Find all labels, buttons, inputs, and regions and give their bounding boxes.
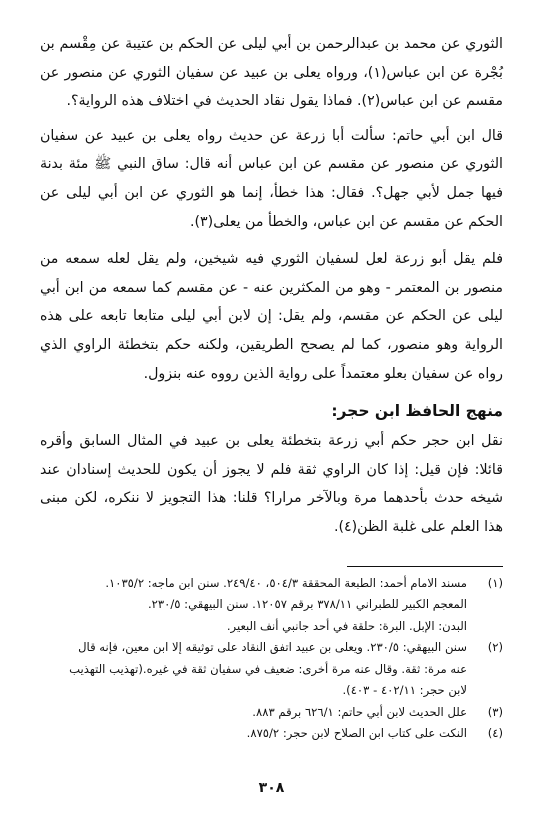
footnote-line: مسند الامام أحمد: الطبعة المحققة ٥٠٤/٣، ٢٤٩/٤٠. سنن ابن ماجه: ١٠٣٥/٢. <box>105 575 467 590</box>
body-paragraph-2: قال ابن أبي حاتم: سألت أبا زرعة عن حديث رواه يعلى بن عبيد عن سفيان الثوري عن منصور عن مقسم عن ابن عباس أنه قال: ساق النبي ﷺ مئة بدنة فيها جمل لأبي جهل؟. فقال: هذا خطأ، إنما هو الثوري عن ابن أبي ليلى عن الحكم عن مقسم عن ابن عباس، والخطأ من يعلى(٣). <box>40 127 503 230</box>
footnote-number: (٣) <box>487 704 503 719</box>
footnote-line: النكت على كتاب ابن الصلاح لابن حجر: ٨٧٥/٢. <box>246 726 467 740</box>
footnote-number: (٢) <box>487 640 503 654</box>
footnotes <box>40 573 503 745</box>
footnote-line: عنه مرة: ثقة. وقال عنه مرة أخرى: ضعيف في سفيان ثقة في غيره.(تهذيب التهذيب <box>69 661 467 676</box>
footnote-4 <box>40 723 503 745</box>
page-number: ٣٠٨ <box>258 780 285 796</box>
footnote-line: علل الحديث لابن أبي حاتم: ٦٢٦/١ برقم ٨٨٣. <box>252 704 467 719</box>
footnote-number: (١) <box>487 575 503 590</box>
footnote-line: سنن البيهقي: ٢٣٠/٥. ويعلى بن عبيد اتفق النقاد على توثيقه إلا ابن معين، فإنه قال <box>78 640 467 654</box>
footnote-number: (٤) <box>487 726 503 740</box>
body-paragraph-3: فلم يقل أبو زرعة لعل لسفيان الثوري فيه شيخين، ولم يقل لعله سمعه من منصور بن المعتمر - وهو من المكثرين عنه - عن مقسم كما سمعه من ابن أبي ليلى عن الحكم عن مقسم، ولم يقل: إن لابن أبي ليلى متابعا تابعه على هذه الرواية وهو منصور، كما لم يصحح الطريقين، ولكنه حكم بتخطئة الراوي الذي رواه عن سفيان بعلو معتمداً على رواية الذين رووه عنه بنزول. <box>40 251 503 382</box>
footnote-2 <box>40 637 503 702</box>
section-heading: منهج الحافظ ابن حجر: <box>331 402 503 421</box>
footnote-line: لابن حجر: ٤٠٢/١١ - ٤٠٣). <box>342 683 467 697</box>
body-paragraph-4: نقل ابن حجر حكم أبي زرعة بتخطئة يعلى بن عبيد في المثال السابق وأقره قائلا: فإن قيل: إذا كان الراوي ثقة فلم لا يجوز أن يكون للحديث إسنادان عند شيخه حدث بأحدهما مرة وبالآخر مرارا؟ قلنا: هذا التجويز لا ننكره، لكن مبنى هذا العلم على غلبة الظن(٤). <box>40 433 503 535</box>
footnote-3 <box>40 702 503 724</box>
body-paragraph-1: الثوري عن محمد بن عبدالرحمن بن أبي ليلى عن الحكم بن عتيبة عن مِقْسم بن بُجْرة عن ابن عباس(١)، ورواه يعلى بن عبيد عن سفيان الثوري عن منصور عن مقسم عن ابن عباس(٢). فماذا يقول نقاد الحديث في اختلاف هذه الرواية؟. <box>40 36 503 110</box>
footnote-line: المعجم الكبير للطبراني ٣٧٨/١١ برقم ١٢٠٥٧. سنن البيهقي: ٢٣٠/٥. <box>147 597 467 611</box>
footnote-1 <box>40 573 503 638</box>
footnote-divider <box>347 566 503 567</box>
footnote-line: البدن: الإبل. البرة: حلقة في أحد جانبي أنف البعير. <box>226 618 467 633</box>
